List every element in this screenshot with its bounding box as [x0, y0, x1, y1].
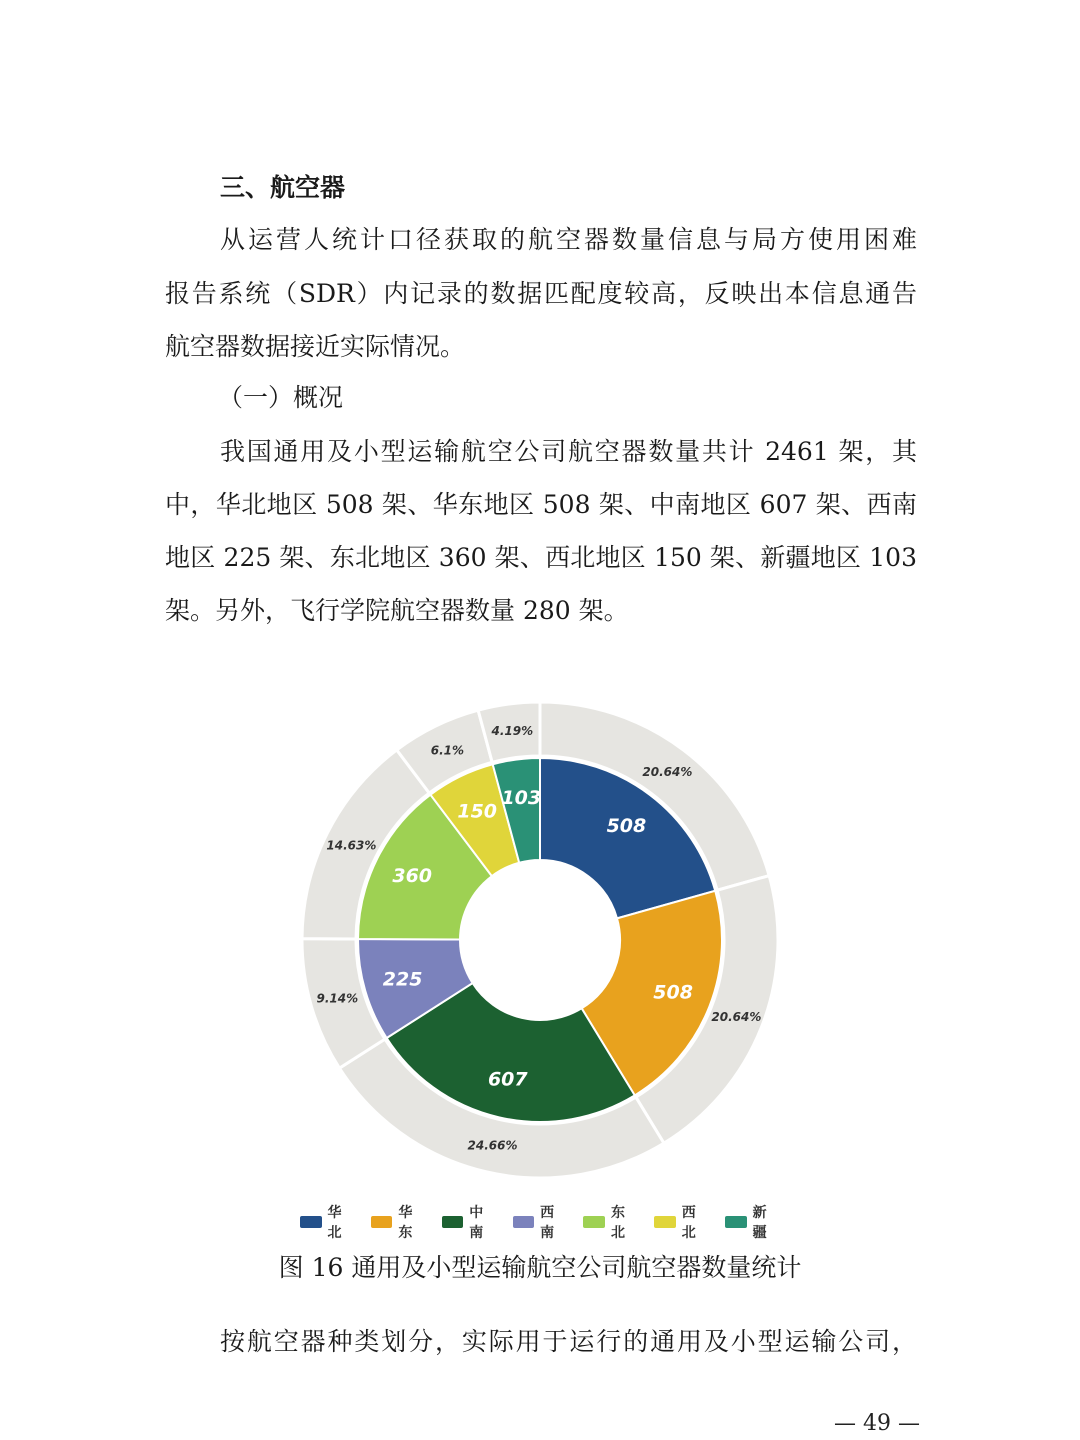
slice-percent-label-华北: 20.64% [642, 764, 693, 779]
slice-percent-label-西北: 6.1% [430, 743, 465, 758]
slice-percent-label-华东: 20.64% [711, 1010, 762, 1025]
legend-swatch [442, 1216, 464, 1228]
legend-item-华东 [371, 1202, 426, 1242]
legend-swatch [513, 1216, 535, 1228]
legend-label: 中南 [469, 1205, 484, 1241]
slice-value-label-西北: 150 [457, 800, 498, 823]
legend-swatch [371, 1216, 393, 1228]
donut-chart-svg [280, 680, 800, 1200]
legend-item-中南 [442, 1202, 497, 1242]
slice-value-label-新疆: 103 [501, 787, 542, 810]
subheading: （一）概况 [218, 383, 344, 412]
slice-percent-label-新疆: 4.19% [491, 723, 534, 738]
intro-line-3: 航空器数据接近实际情况。 [165, 332, 466, 361]
legend-label: 华东 [398, 1205, 413, 1241]
page-number: — 49 — [834, 1411, 920, 1436]
final-line: 按航空器种类划分，实际用于运行的通用及小型运输公司， [220, 1327, 917, 1356]
legend-label: 新疆 [752, 1205, 767, 1241]
intro-line-1: 从运营人统计口径获取的航空器数量信息与局方使用困难 [220, 225, 917, 254]
legend-item-华北 [300, 1202, 355, 1242]
body-line-3: 地区 225 架、东北地区 360 架、西北地区 150 架、新疆地区 103 [165, 543, 917, 572]
legend-item-新疆 [725, 1202, 780, 1242]
legend-label: 西南 [540, 1205, 555, 1241]
slice-value-label-西南: 225 [382, 968, 423, 991]
legend-swatch [725, 1216, 747, 1228]
legend-item-西南 [513, 1202, 568, 1242]
chart-legend [300, 1205, 780, 1241]
slice-value-label-东北: 360 [392, 864, 433, 887]
body-line-1: 我国通用及小型运输航空公司航空器数量共计 2461 架，其 [220, 437, 917, 466]
legend-swatch [583, 1216, 605, 1228]
legend-swatch [300, 1216, 322, 1228]
legend-item-西北 [654, 1202, 709, 1242]
donut-chart [280, 680, 800, 1200]
legend-item-东北 [583, 1202, 638, 1242]
intro-line-2: 报告系统（SDR）内记录的数据匹配度较高，反映出本信息通告 [165, 279, 917, 308]
body-line-4: 架。另外，飞行学院航空器数量 280 架。 [165, 596, 629, 625]
legend-label: 华北 [327, 1205, 342, 1241]
slice-value-label-华东: 508 [653, 981, 693, 1004]
legend-label: 东北 [610, 1205, 625, 1241]
legend-label: 西北 [681, 1205, 696, 1241]
slice-percent-label-东北: 14.63% [326, 838, 377, 853]
slice-value-label-中南: 607 [487, 1068, 528, 1091]
section-heading: 三、航空器 [220, 173, 346, 202]
legend-swatch [654, 1216, 676, 1228]
figure-caption: 图 16 通用及小型运输航空公司航空器数量统计 [278, 1253, 802, 1282]
slice-percent-label-中南: 24.66% [467, 1138, 518, 1153]
body-line-2: 中，华北地区 508 架、华东地区 508 架、中南地区 607 架、西南 [165, 490, 917, 519]
slice-percent-label-西南: 9.14% [316, 991, 359, 1006]
slice-value-label-华北: 508 [606, 815, 647, 837]
